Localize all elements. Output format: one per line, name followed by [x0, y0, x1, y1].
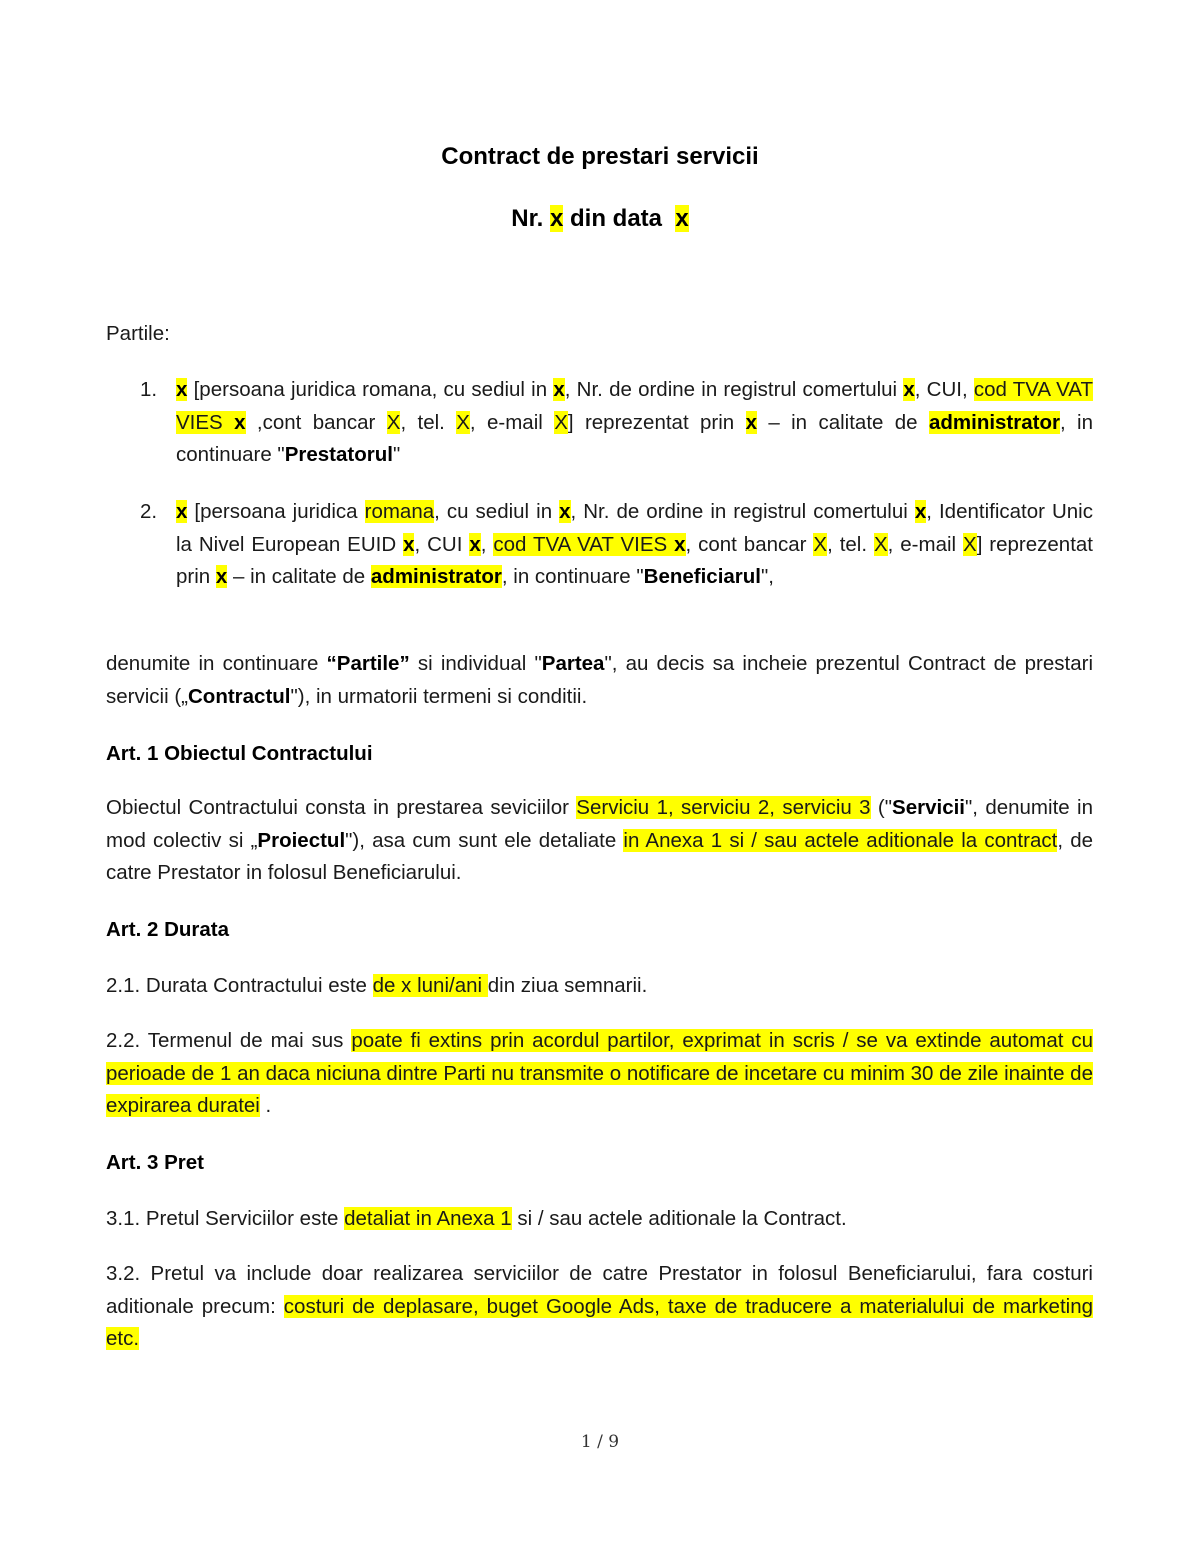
art3-heading: Art. 3 Pret: [106, 1151, 204, 1174]
contract-number-placeholder: x: [549, 205, 564, 232]
art3-clause-2: 3.2. Pretul va include doar realizarea serviciilor de catre Prestator in folosul Beneficiarului, fara costuri aditionale precum: costuri de deplasare, buget Google Ads, taxe de traducere a materialului de marketing etc.: [106, 1262, 1093, 1350]
document-title: Contract de prestari servicii: [441, 143, 759, 170]
page-number: 1 / 9: [580, 1432, 620, 1452]
art2-clause-1: 2.1. Durata Contractului este de x luni/ani din ziua semnarii.: [106, 974, 648, 997]
art1-heading: Art. 1 Obiectul Contractului: [106, 742, 373, 765]
art2-heading: Art. 2 Durata: [106, 918, 230, 941]
parties-label: Partile:: [106, 322, 170, 345]
contract-date-placeholder: x: [675, 205, 689, 232]
intro-paragraph: denumite in continuare “Partile” si individual "Partea", au decis sa incheie prezentul Contract de prestari servicii („Contractul"), in urmatorii termeni si conditii.: [106, 652, 1093, 708]
contract-number-line: [0, 205, 1200, 233]
party1-paragraph: x [persoana juridica romana, cu sediul in x, Nr. de ordine in registrul comertului x, CUI, cod TVA VAT VIES x ,cont bancar X, tel. X, e-mail X] reprezentat prin x – in calitate de administrator, in continuare "Prestatorul": [176, 378, 1093, 466]
art2-clause-2: 2.2. Termenul de mai sus poate fi extins prin acordul partilor, exprimat in scris / se va extinde automat cu perioade de 1 an daca niciuna dintre Parti nu transmite o notificare de incetare cu minim 30 de zile inainte de expirarea duratei .: [106, 1029, 1093, 1117]
art3-clause-1: 3.1. Pretul Serviciilor este detaliat in Anexa 1 si / sau actele aditionale la Contract.: [106, 1207, 847, 1230]
party2-paragraph: x [persoana juridica romana, cu sediul in x, Nr. de ordine in registrul comertului x, Identificator Unic la Nivel European EUID x, CUI x, cod TVA VAT VIES x, cont bancar X, tel. X, e-mail X] reprezentat prin x – in calitate de administrator, in continuare "Beneficiarul",: [176, 500, 1094, 588]
date-prefix: din data: [570, 205, 663, 232]
party1-number: 1.: [140, 378, 158, 401]
art1-paragraph: Obiectul Contractului consta in prestarea seviciilor Serviciu 1, serviciu 2, serviciu 3 ("Servicii", denumite in mod colectiv si „Proiectul"), asa cum sunt ele detaliate in Anexa 1 si / sau actele aditionale la contract, de catre Prestator in folosul Beneficiarului.: [106, 796, 1093, 884]
party2-number: 2.: [140, 500, 158, 523]
nr-prefix: Nr.: [511, 205, 544, 232]
